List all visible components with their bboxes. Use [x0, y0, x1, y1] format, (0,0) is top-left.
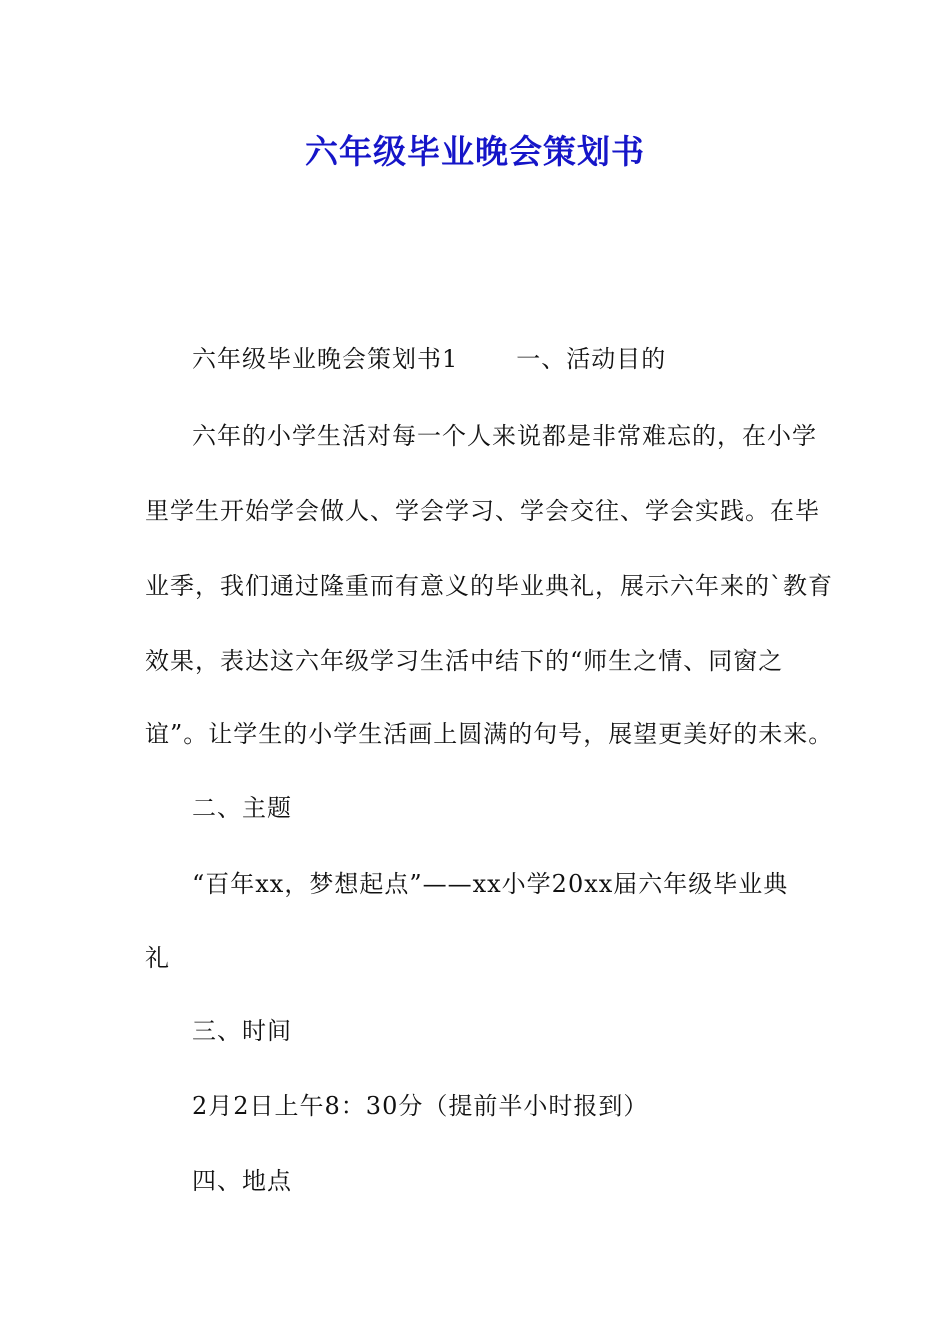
paragraph-line: 谊”。让学生的小学生活画上圆满的句号，展望更美好的未来。	[145, 720, 834, 748]
section4-heading: 四、地点	[192, 1167, 292, 1195]
paragraph-line: 六年的小学生活对每一个人来说都是非常难忘的，在小学	[192, 422, 817, 450]
plan-heading: 六年级毕业晚会策划书1	[192, 345, 459, 373]
paragraph-line: 效果，表达这六年级学习生活中结下的“师生之情、同窗之	[145, 647, 784, 675]
heading-line	[192, 341, 854, 377]
time-text: 2月2日上午8：30分（提前半小时报到）	[192, 1092, 649, 1120]
paragraph-line: 业季，我们通过隆重而有意义的毕业典礼，展示六年来的`教育	[145, 572, 833, 600]
theme-line: “百年xx，梦想起点”——xx小学20xx届六年级毕业典	[192, 870, 789, 898]
paragraph-line: 里学生开始学会做人、学会学习、学会交往、学会实践。在毕	[145, 497, 820, 525]
section3-heading: 三、时间	[192, 1017, 292, 1045]
theme-line: 礼	[145, 944, 170, 972]
document-title: 六年级毕业晚会策划书	[305, 132, 645, 171]
section1-heading: 一、活动目的	[516, 345, 667, 373]
section2-heading: 二、主题	[192, 794, 292, 822]
